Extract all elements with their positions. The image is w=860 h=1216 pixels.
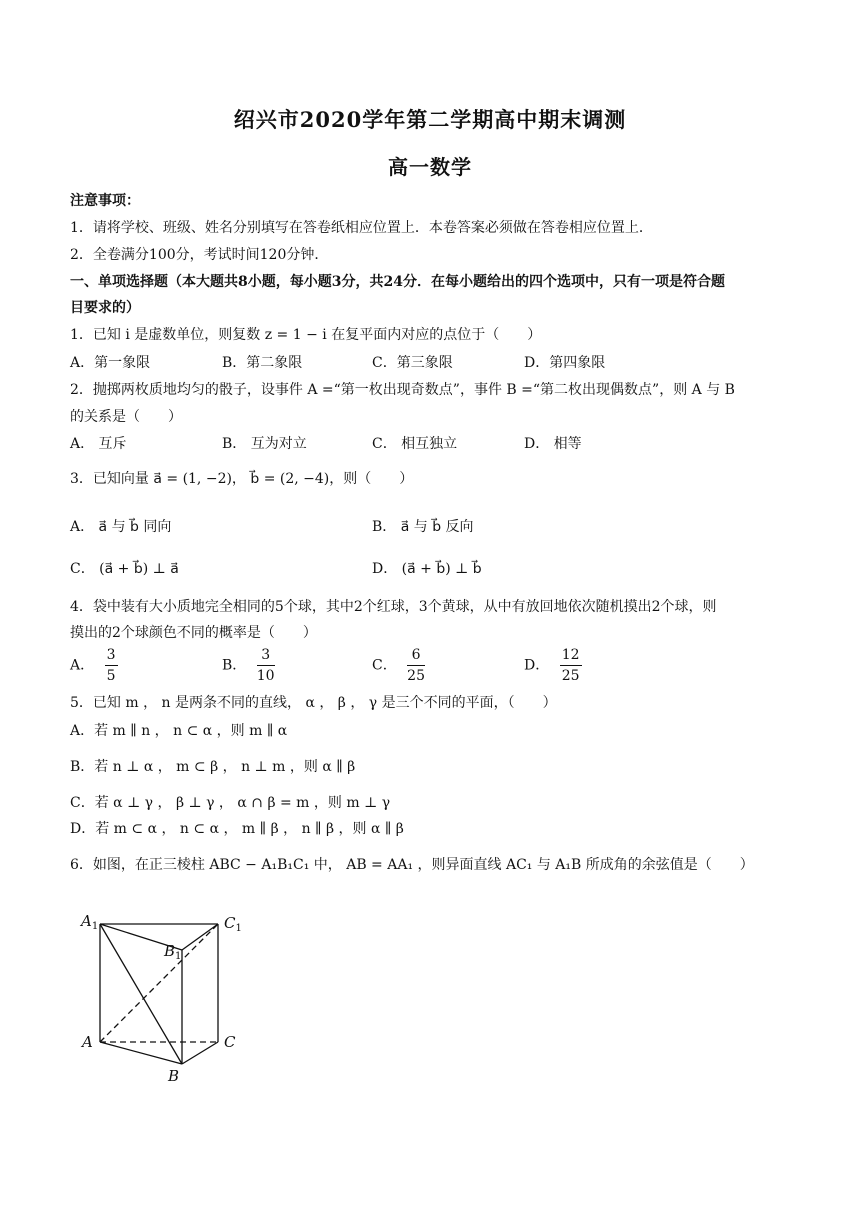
q1-option-c: C．第三象限 bbox=[372, 355, 453, 371]
q4-option-a-label: A． bbox=[70, 657, 95, 674]
notice-heading: 注意事项： bbox=[70, 193, 140, 209]
q3-stem: 3．已知向量 a⃗ = (1, −2)， b⃗ = (2, −4)，则（ ） bbox=[70, 471, 414, 487]
label-b1: $B_1$ bbox=[164, 942, 182, 962]
q2-option-c: C． 相互独立 bbox=[372, 436, 458, 452]
label-a: A bbox=[82, 1033, 93, 1051]
q4-option-a-fraction bbox=[105, 645, 118, 686]
q4-option-c-denominator: 25 bbox=[407, 668, 425, 684]
q4-option-b-label: B． bbox=[222, 657, 247, 674]
label-b: B bbox=[168, 1067, 180, 1084]
q2-stem-line2: 的关系是（ ） bbox=[70, 409, 182, 425]
q3-option-b: B． a⃗ 与 b⃗ 反向 bbox=[372, 519, 474, 535]
q4-option-c-label: C． bbox=[372, 657, 397, 674]
q5-option-b: B．若 n ⊥ α ， m ⊂ β ， n ⊥ m ，则 α ∥ β bbox=[70, 759, 356, 775]
q5-option-a: A．若 m ∥ n ， n ⊂ α ，则 m ∥ α bbox=[70, 723, 288, 739]
q3-option-c: C． (a⃗ + b⃗) ⊥ a⃗ bbox=[70, 561, 179, 577]
q4-option-b bbox=[222, 645, 275, 686]
q2-stem-line1: 2．抛掷两枚质地均匀的骰子，设事件 A =“第一枚出现奇数点”，事件 B =“第二枚出现偶数点”，则 A 与 B bbox=[70, 382, 735, 398]
q5-option-d: D．若 m ⊂ α ， n ⊂ α ， m ∥ β ， n ∥ β ，则 α ∥ β bbox=[70, 821, 404, 837]
q4-stem-line2: 摸出的2个球颜色不同的概率是（ ） bbox=[70, 625, 317, 641]
q6-stem: 6．如图，在正三棱柱 ABC − A₁B₁C₁ 中， AB = AA₁ ，则异面直线 AC₁ 与 A₁B 所成角的余弦值是（ ） bbox=[70, 857, 754, 873]
q1-stem: 1．已知 i 是虚数单位，则复数 z = 1 − i 在复平面内对应的点位于（ ） bbox=[70, 327, 542, 343]
q1-option-b: B．第二象限 bbox=[222, 355, 303, 371]
notice-item-2: 2．全卷满分100分，考试时间120分钟． bbox=[70, 247, 329, 263]
q4-option-a-denominator: 5 bbox=[106, 668, 116, 684]
q2-option-b: B． 互为对立 bbox=[222, 436, 307, 452]
q5-option-c: C．若 α ⊥ γ ， β ⊥ γ ， α ∩ β = m ，则 m ⊥ γ bbox=[70, 795, 391, 811]
q3-option-a: A． a⃗ 与 b⃗ 同向 bbox=[70, 519, 172, 535]
edge-b1-c1 bbox=[182, 924, 218, 950]
notice-item-1: 1．请将学校、班级、姓名分别填写在答卷纸相应位置上．本卷答案必须做在答卷相应位置上． bbox=[70, 220, 653, 236]
label-a1: $A_1$ bbox=[81, 912, 99, 932]
exam-title: 绍兴市2020学年第二学期高中期末调测 bbox=[233, 107, 627, 132]
prism-figure bbox=[78, 904, 258, 1084]
q1-option-d: D．第四象限 bbox=[524, 355, 606, 371]
edge-a-b bbox=[100, 1042, 182, 1064]
q2-option-a: A． 互斥 bbox=[70, 436, 127, 452]
q4-stem-line1: 4．袋中装有大小质地完全相同的5个球，其中2个红球，3个黄球，从中有放回地依次随机摸出2个球，则 bbox=[70, 599, 717, 615]
label-c: C bbox=[224, 1033, 236, 1051]
q4-option-d-denominator: 25 bbox=[561, 668, 580, 684]
q4-option-a bbox=[70, 645, 118, 686]
q4-option-d-fraction bbox=[560, 645, 582, 686]
section-heading-line1: 一、单项选择题（本大题共8小题，每小题3分，共24分．在每小题给出的四个选项中，只有一项是符合题 bbox=[70, 274, 725, 290]
q4-option-d-numerator: 12 bbox=[560, 645, 582, 666]
q4-option-b-denominator: 10 bbox=[256, 668, 275, 684]
label-c1: $C_1$ bbox=[224, 914, 242, 934]
q4-option-b-fraction bbox=[257, 645, 275, 686]
q4-option-c-fraction bbox=[407, 645, 425, 686]
section-heading-line2: 目要求的） bbox=[70, 300, 140, 316]
q1-option-a: A．第一象限 bbox=[70, 355, 151, 371]
q4-option-d-label: D． bbox=[524, 657, 550, 674]
q4-option-c-numerator: 6 bbox=[407, 645, 425, 666]
q4-option-d bbox=[524, 645, 582, 686]
exam-subject: 高一数学 bbox=[388, 155, 472, 179]
edge-b-c bbox=[182, 1042, 218, 1064]
q4-option-c bbox=[372, 645, 425, 686]
q2-option-d: D． 相等 bbox=[524, 436, 582, 452]
q3-option-d: D． (a⃗ + b⃗) ⊥ b⃗ bbox=[372, 561, 482, 577]
q4-option-a-numerator: 3 bbox=[105, 645, 118, 666]
q5-stem: 5．已知 m ， n 是两条不同的直线， α ， β ， γ 是三个不同的平面，（ ） bbox=[70, 695, 557, 711]
q4-option-b-numerator: 3 bbox=[257, 645, 275, 666]
